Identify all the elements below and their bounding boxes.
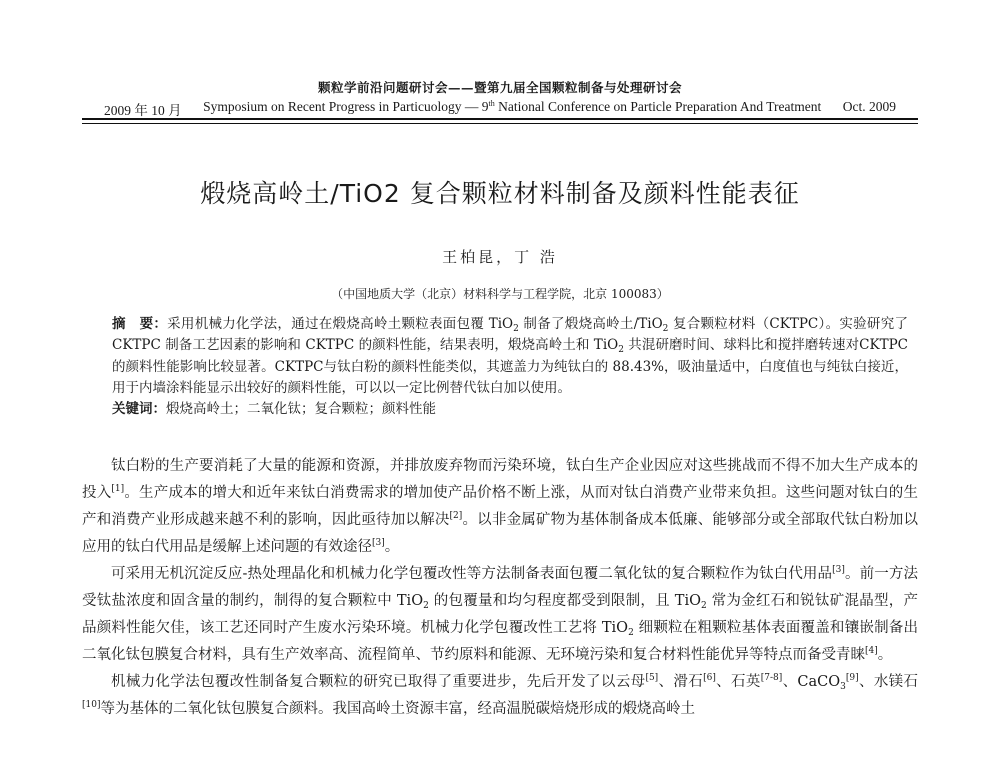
citation: [5] [645, 673, 659, 683]
citation: [7-8] [760, 673, 783, 683]
body-paragraph-3: 机械力化学法包覆改性制备复合颗粒的研究已取得了重要进步，先后开发了以云母[5]、滑石[6]、石英[7-8]、CaCO$_3$[9]、水镁石[10]等为基体的二氧化钛包膜复合颜料。我国高岭土资源丰富，经高温脱碳焙烧形成的煅烧高岭土 [82, 673, 919, 717]
keywords-label: 关键词： [112, 401, 166, 418]
abstract-block [112, 314, 908, 420]
header-date-en: Oct. 2009 [842, 99, 896, 114]
citation: [2] [449, 511, 463, 521]
citation: [9] [845, 673, 859, 683]
citation: [3] [372, 538, 385, 548]
author-affiliation: （中国地质大学（北京）材料科学与工程学院，北京 100083） [331, 287, 669, 301]
header-date-cn: 2009 年 10 月 [104, 103, 182, 118]
abstract-label: 摘 要： [112, 316, 168, 332]
keywords-text: 煅烧高岭土；二氧化钛；复合颗粒；颜料性能 [166, 401, 436, 418]
citation: [6] [703, 673, 716, 683]
citation: [1] [111, 484, 125, 494]
header-symposium-en: Symposium on Recent Progress in Particuology — 9th National Conference on Particle Preparation And Treatment [203, 99, 822, 114]
paper-authors: 王柏昆，丁 浩 [442, 248, 558, 266]
paper-title: 煅烧高岭土/TiO2 复合颗粒材料制备及颜料性能表征 [200, 179, 800, 208]
body-paragraph-1: 钛白粉的生产要消耗了大量的能源和资源，并排放废弃物而污染环境，钛白生产企业因应对这些挑战而不得不加大生产成本的投入[1]。生产成本的增大和近年来钛白消费需求的增加使产品价格不断上涨，从而对钛白消费产业带来负担。这些问题对钛白的生产和消费产业形成越来越不利的影响，因此亟待加以解决[2]。以非金属矿物为基体制备成本低廉、能够部分或全部取代钛白粉加以应用的钛白代用品是缓解上述问题的有效途径[3]。 [82, 458, 919, 555]
header-rule-thin [82, 123, 918, 124]
header-rule-thick [82, 118, 918, 120]
citation: [3] [832, 565, 845, 575]
body-paragraph-2: 可采用无机沉淀反应-热处理晶化和机械力化学包覆改性等方法制备表面包覆二氧化钛的复合颗粒作为钛白代用品[3]。前一方法受钛盐浓度和固含量的制约，制得的复合颗粒中 TiO$_2$ 的包覆量和均匀程度都受到限制，且 TiO$_2$ 常为金红石和锐钛矿混晶型，产品颜料性能欠佳，该工艺还同时产生废水污染环境。机械力化学包覆改性工艺将 TiO$_2$ 细颗粒在粗颗粒基体表面覆盖和镶嵌制备出二氧化钛包膜复合材料，具有生产效率高、流程简单、节约原料和能源、无环境污染和复合材料性能优异等特点而备受青睐[4]。 [82, 565, 919, 663]
running-header [104, 99, 896, 119]
keywords-line [112, 399, 908, 420]
citation: [10] [82, 700, 101, 710]
conference-header-cn: 颗粒学前沿问题研讨会——暨第九届全国颗粒制备与处理研讨会 [317, 80, 682, 95]
abstract-text: 摘 要：采用机械力化学法，通过在煅烧高岭土颗粒表面包覆 TiO$_2$ 制备了煅烧高岭土/TiO$_2$ 复合颗粒材料（CKTPC）。实验研究了 CKTPC 制备工艺因素的影响和 CKTPC 的颜料性能，结果表明，煅烧高岭土和 TiO$_2$ 共混研磨时间、球料比和搅拌磨转速对CKTPC的颜料性能影响比较显著。CKTPC与钛白粉的颜料性能类似，其遮盖力为纯钛白的 88.43%，吸油量适中，白度值也与纯钛白接近，用于内墙涂料能显示出较好的颜料性能，可以以一定比例替代钛白加以使用。 [112, 316, 909, 396]
citation: [4] [865, 646, 878, 656]
body-text [82, 453, 918, 723]
